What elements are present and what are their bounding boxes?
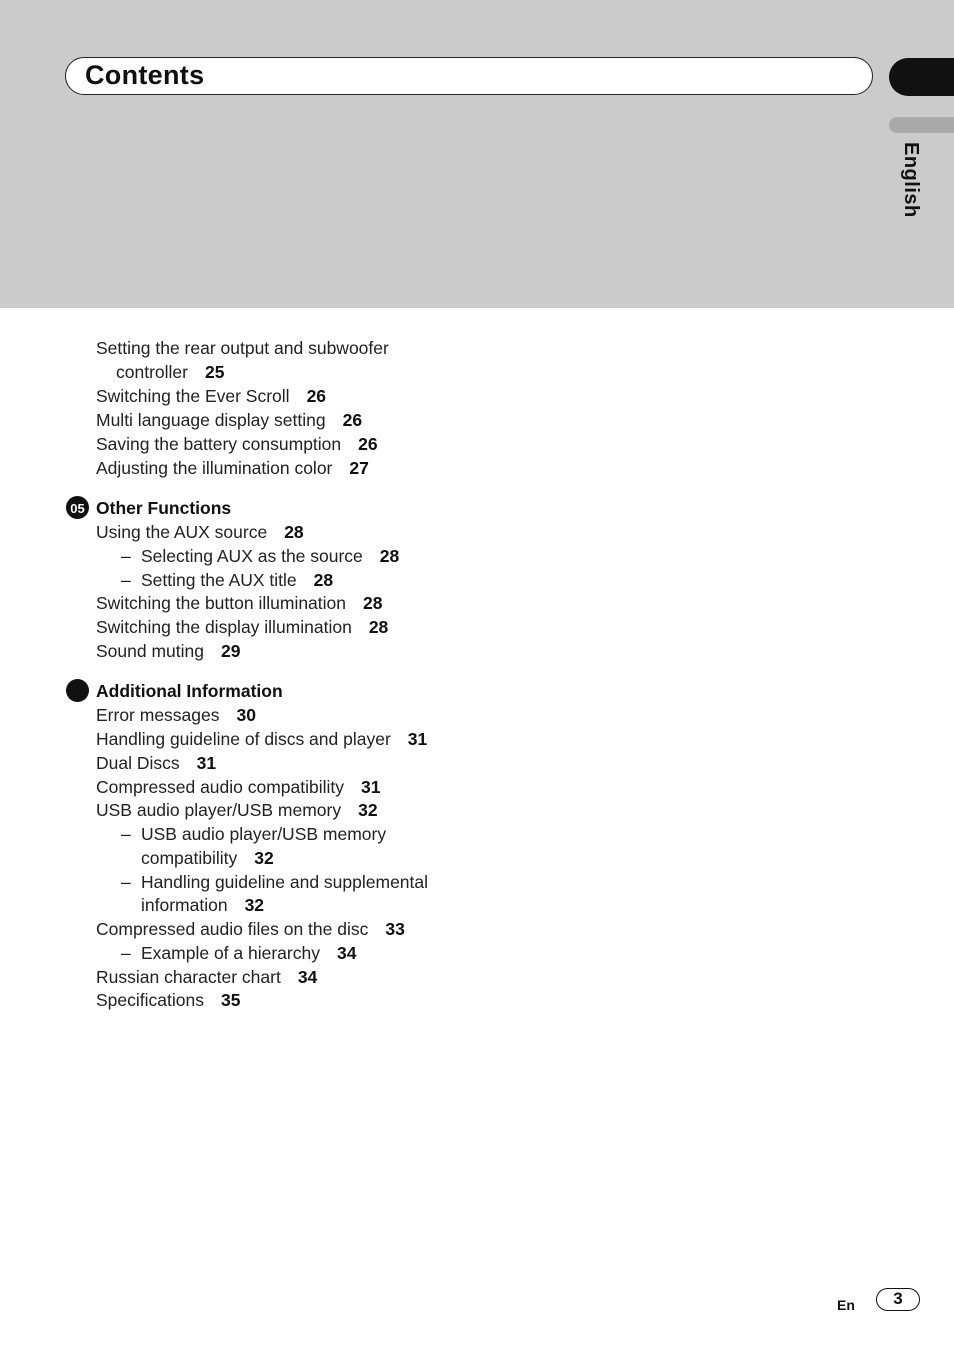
toc-entry-text: Sound muting [96, 641, 204, 661]
dash-marker: – [121, 872, 131, 892]
toc-page-number: 31 [407, 729, 428, 749]
toc-entry[interactable] [96, 641, 240, 661]
toc-entry[interactable] [96, 919, 405, 939]
toc-entry-text: Selecting AUX as the source [141, 546, 363, 566]
page-title: Contents [85, 60, 205, 90]
toc-entry[interactable] [96, 338, 389, 358]
toc-subentry[interactable] [141, 546, 399, 566]
toc-subentry-continued[interactable] [141, 895, 264, 915]
toc-entry[interactable] [96, 705, 256, 725]
toc-entry-text: Russian character chart [96, 967, 281, 987]
dash-marker: – [121, 570, 131, 590]
toc-page-number: 30 [236, 705, 256, 725]
dash-marker: – [121, 943, 131, 963]
toc-page-number: 25 [204, 362, 225, 382]
side-tab-marker [889, 58, 954, 96]
toc-page-number: 34 [336, 943, 357, 963]
toc-subentry[interactable] [141, 570, 333, 590]
toc-page-number: 31 [361, 777, 381, 797]
toc-entry-text: Switching the button illumination [96, 593, 347, 613]
toc-entry-text: USB audio player/USB memory [96, 800, 342, 820]
toc-page-number: 31 [196, 753, 217, 773]
section-number-badge: 05 [66, 496, 89, 519]
toc-entry-text: Setting the rear output and subwoofer [96, 338, 389, 358]
toc-entry-text: Setting the AUX title [141, 570, 297, 590]
toc-entry-text: information [141, 895, 228, 915]
side-tab-gray [889, 117, 954, 133]
toc-entry[interactable] [96, 617, 388, 637]
toc-entry-text: Specifications [96, 990, 204, 1010]
toc-page-number: 28 [379, 546, 400, 566]
toc-entry-text: Switching the display illumination [96, 617, 352, 637]
toc-entry-text: Compressed audio files on the disc [96, 919, 369, 939]
toc-entry-text: compatibility [141, 848, 238, 868]
toc-entry-text: Saving the battery consumption [96, 434, 342, 454]
toc-entry-text: Compressed audio compatibility [96, 777, 345, 797]
toc-entry-text: Using the AUX source [96, 522, 268, 542]
toc-subentry[interactable] [141, 872, 428, 892]
toc-entry-text: Handling guideline and supplemental [141, 872, 429, 892]
toc-entry-text: USB audio player/USB memory [141, 824, 387, 844]
toc-page-number: 28 [313, 570, 334, 590]
toc-page-number: 32 [254, 848, 274, 868]
toc-entry-text: Multi language display setting [96, 410, 326, 430]
toc-entry-text: Example of a hierarchy [141, 943, 320, 963]
toc-entry[interactable] [96, 522, 304, 542]
toc-entry[interactable] [96, 434, 378, 454]
toc-entry-text: Switching the Ever Scroll [96, 386, 290, 406]
toc-entry-continued[interactable] [116, 362, 224, 382]
toc-entry-text: controller [116, 362, 188, 382]
toc-page-number: 32 [244, 895, 265, 915]
toc-entry-text: Adjusting the illumination color [96, 458, 333, 478]
toc-entry[interactable] [96, 800, 378, 820]
toc-entry[interactable] [96, 729, 427, 749]
dash-marker: – [121, 546, 131, 566]
toc-page-number: 26 [306, 386, 327, 406]
toc-page-number: 28 [284, 522, 304, 542]
toc-entry-text: Error messages [96, 705, 220, 725]
toc-page-number: 28 [363, 593, 383, 613]
toc-entry-text: Dual Discs [96, 753, 180, 773]
toc-page-number: 26 [342, 410, 363, 430]
section-heading[interactable]: Additional Information [96, 681, 283, 701]
title-bar [65, 57, 873, 95]
toc-entry-text: Handling guideline of discs and player [96, 729, 391, 749]
toc-entry[interactable] [96, 967, 317, 987]
toc-entry[interactable] [96, 458, 369, 478]
language-tab: English [900, 142, 922, 218]
toc-page-number: 28 [368, 617, 389, 637]
toc-entry[interactable] [96, 386, 326, 406]
page-number: 3 [876, 1288, 920, 1311]
toc-page-number: 33 [385, 919, 405, 939]
toc-page-number: 32 [358, 800, 378, 820]
toc-page-number: 34 [297, 967, 318, 987]
toc-page-number: 29 [221, 641, 241, 661]
toc-entry[interactable] [96, 753, 216, 773]
footer-language-code: En [837, 1297, 855, 1313]
toc-page-number: 26 [358, 434, 378, 454]
section-heading[interactable]: Other Functions [96, 498, 232, 518]
toc-subentry[interactable] [141, 943, 356, 963]
toc-subentry[interactable] [141, 824, 386, 844]
toc-entry[interactable] [96, 777, 381, 797]
toc-entry[interactable] [96, 410, 362, 430]
toc-entry[interactable] [96, 593, 382, 613]
toc-subentry-continued[interactable] [141, 848, 274, 868]
toc-page-number: 27 [349, 458, 369, 478]
section-bullet-icon [66, 679, 89, 702]
toc-page-number: 35 [220, 990, 241, 1010]
header-band [0, 0, 954, 308]
toc-entry[interactable] [96, 990, 240, 1010]
dash-marker: – [121, 824, 131, 844]
